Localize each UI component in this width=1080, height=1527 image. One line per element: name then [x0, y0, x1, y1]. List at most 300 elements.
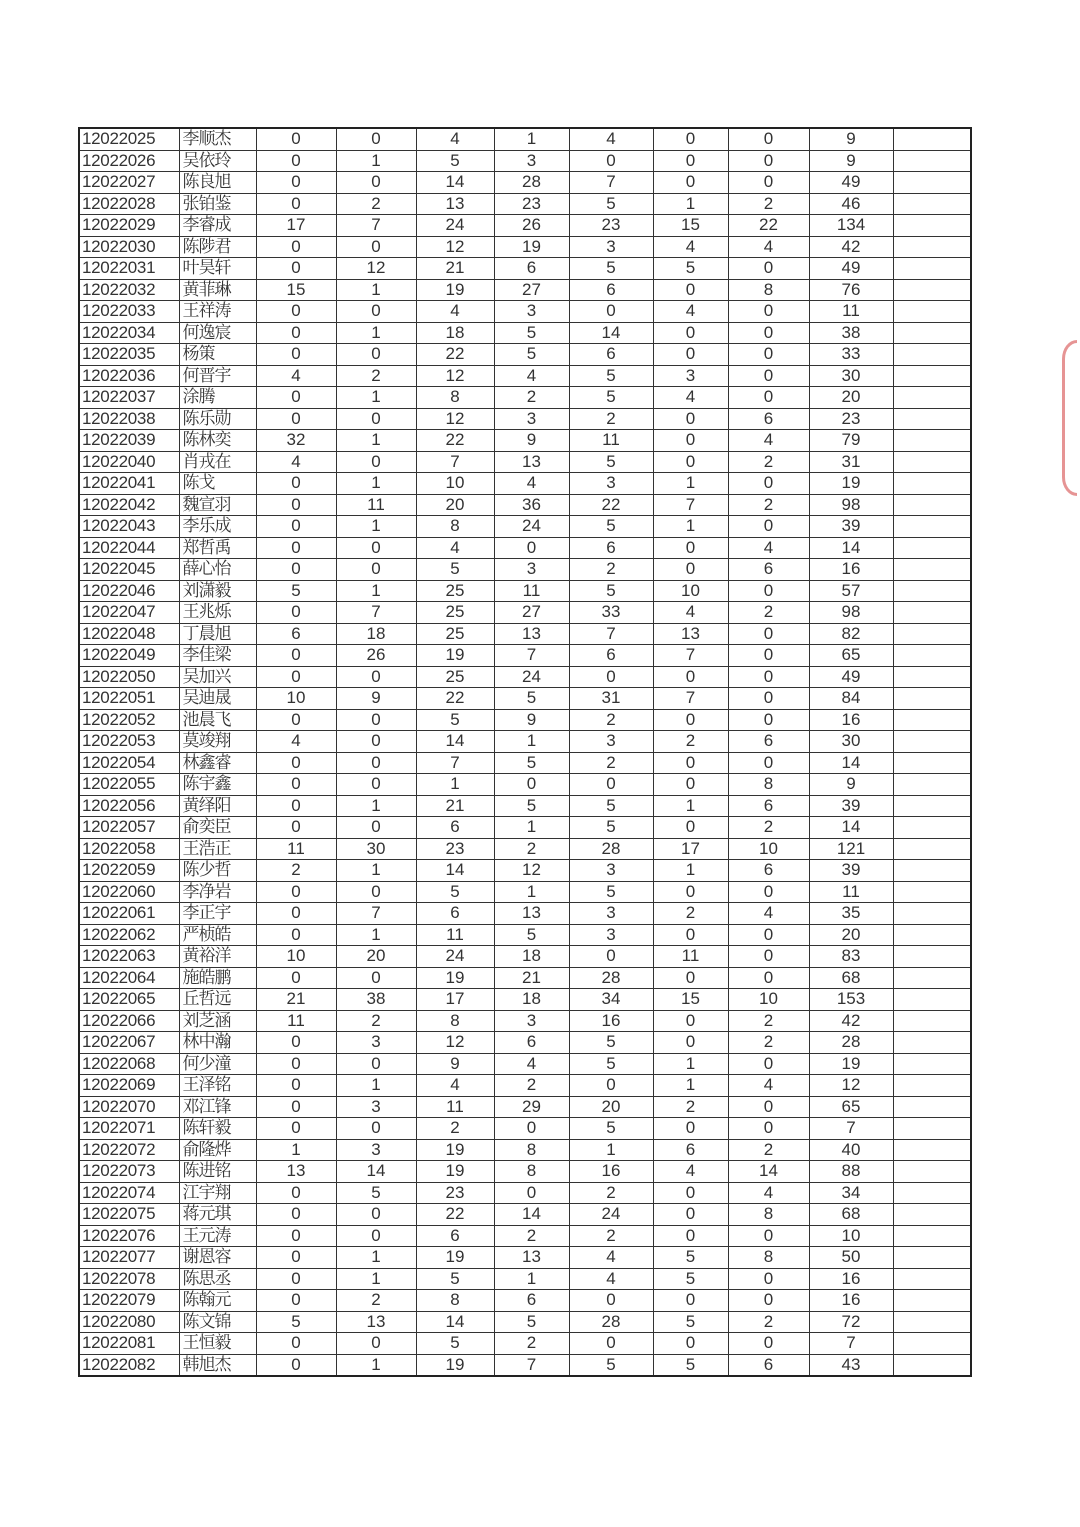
table-row	[79, 1096, 971, 1118]
score-3-cell: 8	[416, 516, 494, 538]
score-4-cell: 0	[494, 1182, 569, 1204]
score-6-cell: 0	[653, 172, 728, 194]
total-cell: 40	[809, 1139, 893, 1161]
remark-cell	[893, 215, 971, 237]
score-7-cell: 6	[728, 795, 809, 817]
student-id-cell: 12022078	[79, 1268, 179, 1290]
score-4-cell: 5	[494, 795, 569, 817]
score-4-cell: 5	[494, 322, 569, 344]
student-id-cell: 12022071	[79, 1118, 179, 1140]
score-5-cell: 11	[569, 430, 653, 452]
score-6-cell: 5	[653, 1354, 728, 1376]
student-name-cell: 魏宣羽	[179, 494, 256, 516]
score-3-cell: 5	[416, 881, 494, 903]
student-name-cell: 黄裕洋	[179, 946, 256, 968]
total-cell: 12	[809, 1075, 893, 1097]
student-name-cell: 丁晨旭	[179, 623, 256, 645]
score-4-cell: 4	[494, 365, 569, 387]
score-2-cell: 1	[336, 387, 416, 409]
score-2-cell: 2	[336, 1290, 416, 1312]
remark-cell	[893, 1118, 971, 1140]
score-7-cell: 0	[728, 580, 809, 602]
score-2-cell: 0	[336, 128, 416, 150]
score-7-cell: 4	[728, 537, 809, 559]
score-6-cell: 15	[653, 989, 728, 1011]
score-6-cell: 5	[653, 1311, 728, 1333]
total-cell: 30	[809, 731, 893, 753]
score-5-cell: 2	[569, 752, 653, 774]
score-6-cell: 13	[653, 623, 728, 645]
student-id-cell: 12022041	[79, 473, 179, 495]
student-name-cell: 李睿成	[179, 215, 256, 237]
student-name-cell: 林鑫睿	[179, 752, 256, 774]
score-3-cell: 8	[416, 387, 494, 409]
table-row	[79, 1118, 971, 1140]
score-6-cell: 4	[653, 602, 728, 624]
score-1-cell: 0	[256, 1333, 336, 1355]
total-cell: 19	[809, 473, 893, 495]
student-name-cell: 李乐成	[179, 516, 256, 538]
score-6-cell: 0	[653, 924, 728, 946]
score-1-cell: 11	[256, 838, 336, 860]
score-3-cell: 14	[416, 172, 494, 194]
score-3-cell: 8	[416, 1010, 494, 1032]
score-3-cell: 14	[416, 1311, 494, 1333]
score-1-cell: 0	[256, 344, 336, 366]
student-id-cell: 12022033	[79, 301, 179, 323]
score-7-cell: 4	[728, 1182, 809, 1204]
score-5-cell: 0	[569, 1333, 653, 1355]
remark-cell	[893, 1032, 971, 1054]
student-id-cell: 12022081	[79, 1333, 179, 1355]
total-cell: 9	[809, 128, 893, 150]
student-name-cell: 黄绎阳	[179, 795, 256, 817]
score-3-cell: 20	[416, 494, 494, 516]
score-7-cell: 0	[728, 150, 809, 172]
score-4-cell: 24	[494, 666, 569, 688]
score-6-cell: 2	[653, 1096, 728, 1118]
score-3-cell: 4	[416, 1075, 494, 1097]
student-name-cell: 吴迪晟	[179, 688, 256, 710]
student-name-cell: 韩旭杰	[179, 1354, 256, 1376]
score-7-cell: 6	[728, 408, 809, 430]
score-1-cell: 0	[256, 516, 336, 538]
remark-cell	[893, 752, 971, 774]
remark-cell	[893, 774, 971, 796]
score-4-cell: 19	[494, 236, 569, 258]
student-id-cell: 12022048	[79, 623, 179, 645]
remark-cell	[893, 516, 971, 538]
score-4-cell: 13	[494, 623, 569, 645]
total-cell: 14	[809, 752, 893, 774]
score-4-cell: 23	[494, 193, 569, 215]
score-2-cell: 1	[336, 924, 416, 946]
score-5-cell: 22	[569, 494, 653, 516]
score-5-cell: 23	[569, 215, 653, 237]
total-cell: 16	[809, 1268, 893, 1290]
remark-cell	[893, 1096, 971, 1118]
score-1-cell: 2	[256, 860, 336, 882]
score-6-cell: 0	[653, 817, 728, 839]
total-cell: 49	[809, 666, 893, 688]
score-5-cell: 3	[569, 236, 653, 258]
remark-cell	[893, 903, 971, 925]
remark-cell	[893, 128, 971, 150]
score-1-cell: 10	[256, 946, 336, 968]
score-2-cell: 7	[336, 602, 416, 624]
score-4-cell: 13	[494, 1247, 569, 1269]
score-5-cell: 6	[569, 279, 653, 301]
score-6-cell: 2	[653, 903, 728, 925]
table-row	[79, 322, 971, 344]
student-id-cell: 12022037	[79, 387, 179, 409]
score-7-cell: 8	[728, 279, 809, 301]
score-1-cell: 0	[256, 258, 336, 280]
total-cell: 23	[809, 408, 893, 430]
total-cell: 98	[809, 494, 893, 516]
score-7-cell: 0	[728, 1053, 809, 1075]
score-2-cell: 20	[336, 946, 416, 968]
remark-cell	[893, 580, 971, 602]
table-row	[79, 193, 971, 215]
student-id-cell: 12022056	[79, 795, 179, 817]
student-name-cell: 陈思丞	[179, 1268, 256, 1290]
score-2-cell: 13	[336, 1311, 416, 1333]
score-1-cell: 0	[256, 537, 336, 559]
score-5-cell: 7	[569, 172, 653, 194]
score-2-cell: 0	[336, 774, 416, 796]
score-6-cell: 0	[653, 1182, 728, 1204]
score-3-cell: 25	[416, 602, 494, 624]
student-id-cell: 12022031	[79, 258, 179, 280]
score-1-cell: 15	[256, 279, 336, 301]
score-7-cell: 0	[728, 172, 809, 194]
score-5-cell: 6	[569, 344, 653, 366]
score-2-cell: 0	[336, 1333, 416, 1355]
score-2-cell: 1	[336, 279, 416, 301]
total-cell: 42	[809, 1010, 893, 1032]
score-7-cell: 14	[728, 1161, 809, 1183]
total-cell: 50	[809, 1247, 893, 1269]
student-name-cell: 江宇翔	[179, 1182, 256, 1204]
score-1-cell: 11	[256, 1010, 336, 1032]
score-1-cell: 4	[256, 365, 336, 387]
score-7-cell: 0	[728, 301, 809, 323]
score-6-cell: 0	[653, 344, 728, 366]
score-7-cell: 0	[728, 1333, 809, 1355]
student-id-cell: 12022044	[79, 537, 179, 559]
score-7-cell: 4	[728, 236, 809, 258]
score-7-cell: 6	[728, 860, 809, 882]
total-cell: 39	[809, 860, 893, 882]
score-7-cell: 0	[728, 645, 809, 667]
score-7-cell: 2	[728, 602, 809, 624]
score-2-cell: 1	[336, 430, 416, 452]
score-5-cell: 5	[569, 516, 653, 538]
table-row	[79, 946, 971, 968]
table-row	[79, 1311, 971, 1333]
total-cell: 76	[809, 279, 893, 301]
student-name-cell: 施皓鹏	[179, 967, 256, 989]
score-2-cell: 1	[336, 795, 416, 817]
score-1-cell: 0	[256, 967, 336, 989]
student-name-cell: 陈轩毅	[179, 1118, 256, 1140]
total-cell: 65	[809, 645, 893, 667]
remark-cell	[893, 688, 971, 710]
score-1-cell: 0	[256, 559, 336, 581]
table-row	[79, 967, 971, 989]
score-5-cell: 3	[569, 860, 653, 882]
score-7-cell: 0	[728, 946, 809, 968]
score-4-cell: 5	[494, 752, 569, 774]
total-cell: 28	[809, 1032, 893, 1054]
score-4-cell: 29	[494, 1096, 569, 1118]
score-2-cell: 2	[336, 365, 416, 387]
remark-cell	[893, 150, 971, 172]
total-cell: 46	[809, 193, 893, 215]
score-3-cell: 23	[416, 1182, 494, 1204]
table-row	[79, 924, 971, 946]
score-5-cell: 3	[569, 924, 653, 946]
score-1-cell: 0	[256, 1075, 336, 1097]
table-row	[79, 1032, 971, 1054]
score-1-cell: 13	[256, 1161, 336, 1183]
remark-cell	[893, 473, 971, 495]
student-name-cell: 陈宇鑫	[179, 774, 256, 796]
total-cell: 39	[809, 795, 893, 817]
student-name-cell: 池晨飞	[179, 709, 256, 731]
table-row	[79, 666, 971, 688]
score-1-cell: 0	[256, 408, 336, 430]
score-2-cell: 1	[336, 1075, 416, 1097]
remark-cell	[893, 989, 971, 1011]
student-id-cell: 12022053	[79, 731, 179, 753]
score-3-cell: 24	[416, 215, 494, 237]
student-id-cell: 12022057	[79, 817, 179, 839]
student-id-cell: 12022065	[79, 989, 179, 1011]
score-2-cell: 1	[336, 516, 416, 538]
score-5-cell: 5	[569, 1118, 653, 1140]
score-2-cell: 3	[336, 1139, 416, 1161]
score-1-cell: 0	[256, 473, 336, 495]
score-2-cell: 1	[336, 1247, 416, 1269]
score-2-cell: 1	[336, 1268, 416, 1290]
score-3-cell: 6	[416, 1225, 494, 1247]
score-4-cell: 3	[494, 1010, 569, 1032]
score-7-cell: 2	[728, 193, 809, 215]
score-4-cell: 4	[494, 473, 569, 495]
total-cell: 121	[809, 838, 893, 860]
total-cell: 72	[809, 1311, 893, 1333]
score-6-cell: 10	[653, 580, 728, 602]
table-row	[79, 774, 971, 796]
table-row	[79, 860, 971, 882]
score-7-cell: 4	[728, 903, 809, 925]
table-row	[79, 537, 971, 559]
score-4-cell: 9	[494, 430, 569, 452]
table-row	[79, 1354, 971, 1376]
score-3-cell: 1	[416, 774, 494, 796]
score-4-cell: 0	[494, 1118, 569, 1140]
score-6-cell: 4	[653, 387, 728, 409]
total-cell: 30	[809, 365, 893, 387]
table-row	[79, 236, 971, 258]
score-3-cell: 13	[416, 193, 494, 215]
student-id-cell: 12022028	[79, 193, 179, 215]
score-1-cell: 0	[256, 1290, 336, 1312]
score-4-cell: 1	[494, 817, 569, 839]
score-6-cell: 0	[653, 1032, 728, 1054]
score-3-cell: 19	[416, 967, 494, 989]
student-name-cell: 严桢皓	[179, 924, 256, 946]
student-name-cell: 涂腾	[179, 387, 256, 409]
score-7-cell: 0	[728, 516, 809, 538]
score-5-cell: 31	[569, 688, 653, 710]
total-cell: 57	[809, 580, 893, 602]
score-4-cell: 3	[494, 150, 569, 172]
score-6-cell: 5	[653, 1247, 728, 1269]
student-name-cell: 俞奕臣	[179, 817, 256, 839]
score-1-cell: 0	[256, 602, 336, 624]
score-4-cell: 0	[494, 774, 569, 796]
score-1-cell: 0	[256, 172, 336, 194]
student-name-cell: 王元涛	[179, 1225, 256, 1247]
remark-cell	[893, 1139, 971, 1161]
score-2-cell: 0	[336, 666, 416, 688]
score-4-cell: 9	[494, 709, 569, 731]
score-6-cell: 4	[653, 1161, 728, 1183]
table-row	[79, 709, 971, 731]
remark-cell	[893, 1204, 971, 1226]
score-1-cell: 0	[256, 1096, 336, 1118]
score-1-cell: 0	[256, 193, 336, 215]
student-id-cell: 12022068	[79, 1053, 179, 1075]
score-3-cell: 5	[416, 1268, 494, 1290]
score-2-cell: 2	[336, 1010, 416, 1032]
score-6-cell: 7	[653, 494, 728, 516]
score-7-cell: 2	[728, 817, 809, 839]
score-4-cell: 18	[494, 989, 569, 1011]
score-5-cell: 7	[569, 623, 653, 645]
student-name-cell: 刘潇毅	[179, 580, 256, 602]
score-5-cell: 5	[569, 881, 653, 903]
score-3-cell: 7	[416, 752, 494, 774]
score-5-cell: 5	[569, 365, 653, 387]
score-5-cell: 2	[569, 408, 653, 430]
table-row	[79, 1075, 971, 1097]
score-3-cell: 12	[416, 1032, 494, 1054]
score-1-cell: 32	[256, 430, 336, 452]
score-6-cell: 0	[653, 1333, 728, 1355]
score-2-cell: 26	[336, 645, 416, 667]
score-3-cell: 10	[416, 473, 494, 495]
score-5-cell: 5	[569, 258, 653, 280]
score-5-cell: 5	[569, 1354, 653, 1376]
student-name-cell: 刘芝涵	[179, 1010, 256, 1032]
score-5-cell: 33	[569, 602, 653, 624]
table-row	[79, 451, 971, 473]
remark-cell	[893, 1010, 971, 1032]
score-1-cell: 4	[256, 451, 336, 473]
table-row	[79, 1010, 971, 1032]
student-name-cell: 肖戎在	[179, 451, 256, 473]
score-4-cell: 1	[494, 128, 569, 150]
table-row	[79, 580, 971, 602]
score-4-cell: 14	[494, 1204, 569, 1226]
score-7-cell: 4	[728, 1075, 809, 1097]
score-6-cell: 2	[653, 731, 728, 753]
total-cell: 7	[809, 1333, 893, 1355]
score-5-cell: 2	[569, 1225, 653, 1247]
score-5-cell: 16	[569, 1010, 653, 1032]
remark-cell	[893, 1225, 971, 1247]
table-row	[79, 279, 971, 301]
table-row	[79, 1053, 971, 1075]
score-6-cell: 4	[653, 236, 728, 258]
student-name-cell: 丘哲远	[179, 989, 256, 1011]
score-1-cell: 0	[256, 795, 336, 817]
score-4-cell: 2	[494, 1225, 569, 1247]
student-name-cell: 王恒毅	[179, 1333, 256, 1355]
remark-cell	[893, 451, 971, 473]
score-2-cell: 0	[336, 881, 416, 903]
score-7-cell: 2	[728, 1311, 809, 1333]
score-5-cell: 5	[569, 795, 653, 817]
score-4-cell: 6	[494, 1032, 569, 1054]
remark-cell	[893, 817, 971, 839]
remark-cell	[893, 881, 971, 903]
score-4-cell: 1	[494, 881, 569, 903]
score-3-cell: 17	[416, 989, 494, 1011]
student-name-cell: 吴依玲	[179, 150, 256, 172]
score-6-cell: 4	[653, 301, 728, 323]
student-name-cell: 陈文锦	[179, 1311, 256, 1333]
score-1-cell: 5	[256, 580, 336, 602]
score-2-cell: 0	[336, 752, 416, 774]
total-cell: 14	[809, 817, 893, 839]
student-id-cell: 12022051	[79, 688, 179, 710]
student-name-cell: 杨策	[179, 344, 256, 366]
score-5-cell: 16	[569, 1161, 653, 1183]
score-1-cell: 0	[256, 666, 336, 688]
total-cell: 88	[809, 1161, 893, 1183]
score-2-cell: 0	[336, 731, 416, 753]
student-id-cell: 12022060	[79, 881, 179, 903]
student-id-cell: 12022029	[79, 215, 179, 237]
total-cell: 34	[809, 1182, 893, 1204]
remark-cell	[893, 1075, 971, 1097]
student-id-cell: 12022073	[79, 1161, 179, 1183]
score-1-cell: 0	[256, 494, 336, 516]
score-2-cell: 2	[336, 193, 416, 215]
table-row	[79, 752, 971, 774]
score-5-cell: 5	[569, 451, 653, 473]
score-1-cell: 21	[256, 989, 336, 1011]
score-2-cell: 5	[336, 1182, 416, 1204]
score-7-cell: 0	[728, 344, 809, 366]
score-6-cell: 0	[653, 1118, 728, 1140]
total-cell: 49	[809, 258, 893, 280]
table-row	[79, 1204, 971, 1226]
score-3-cell: 4	[416, 537, 494, 559]
remark-cell	[893, 1182, 971, 1204]
remark-cell	[893, 537, 971, 559]
score-4-cell: 2	[494, 1333, 569, 1355]
score-3-cell: 9	[416, 1053, 494, 1075]
score-7-cell: 10	[728, 838, 809, 860]
score-5-cell: 0	[569, 301, 653, 323]
score-7-cell: 0	[728, 365, 809, 387]
